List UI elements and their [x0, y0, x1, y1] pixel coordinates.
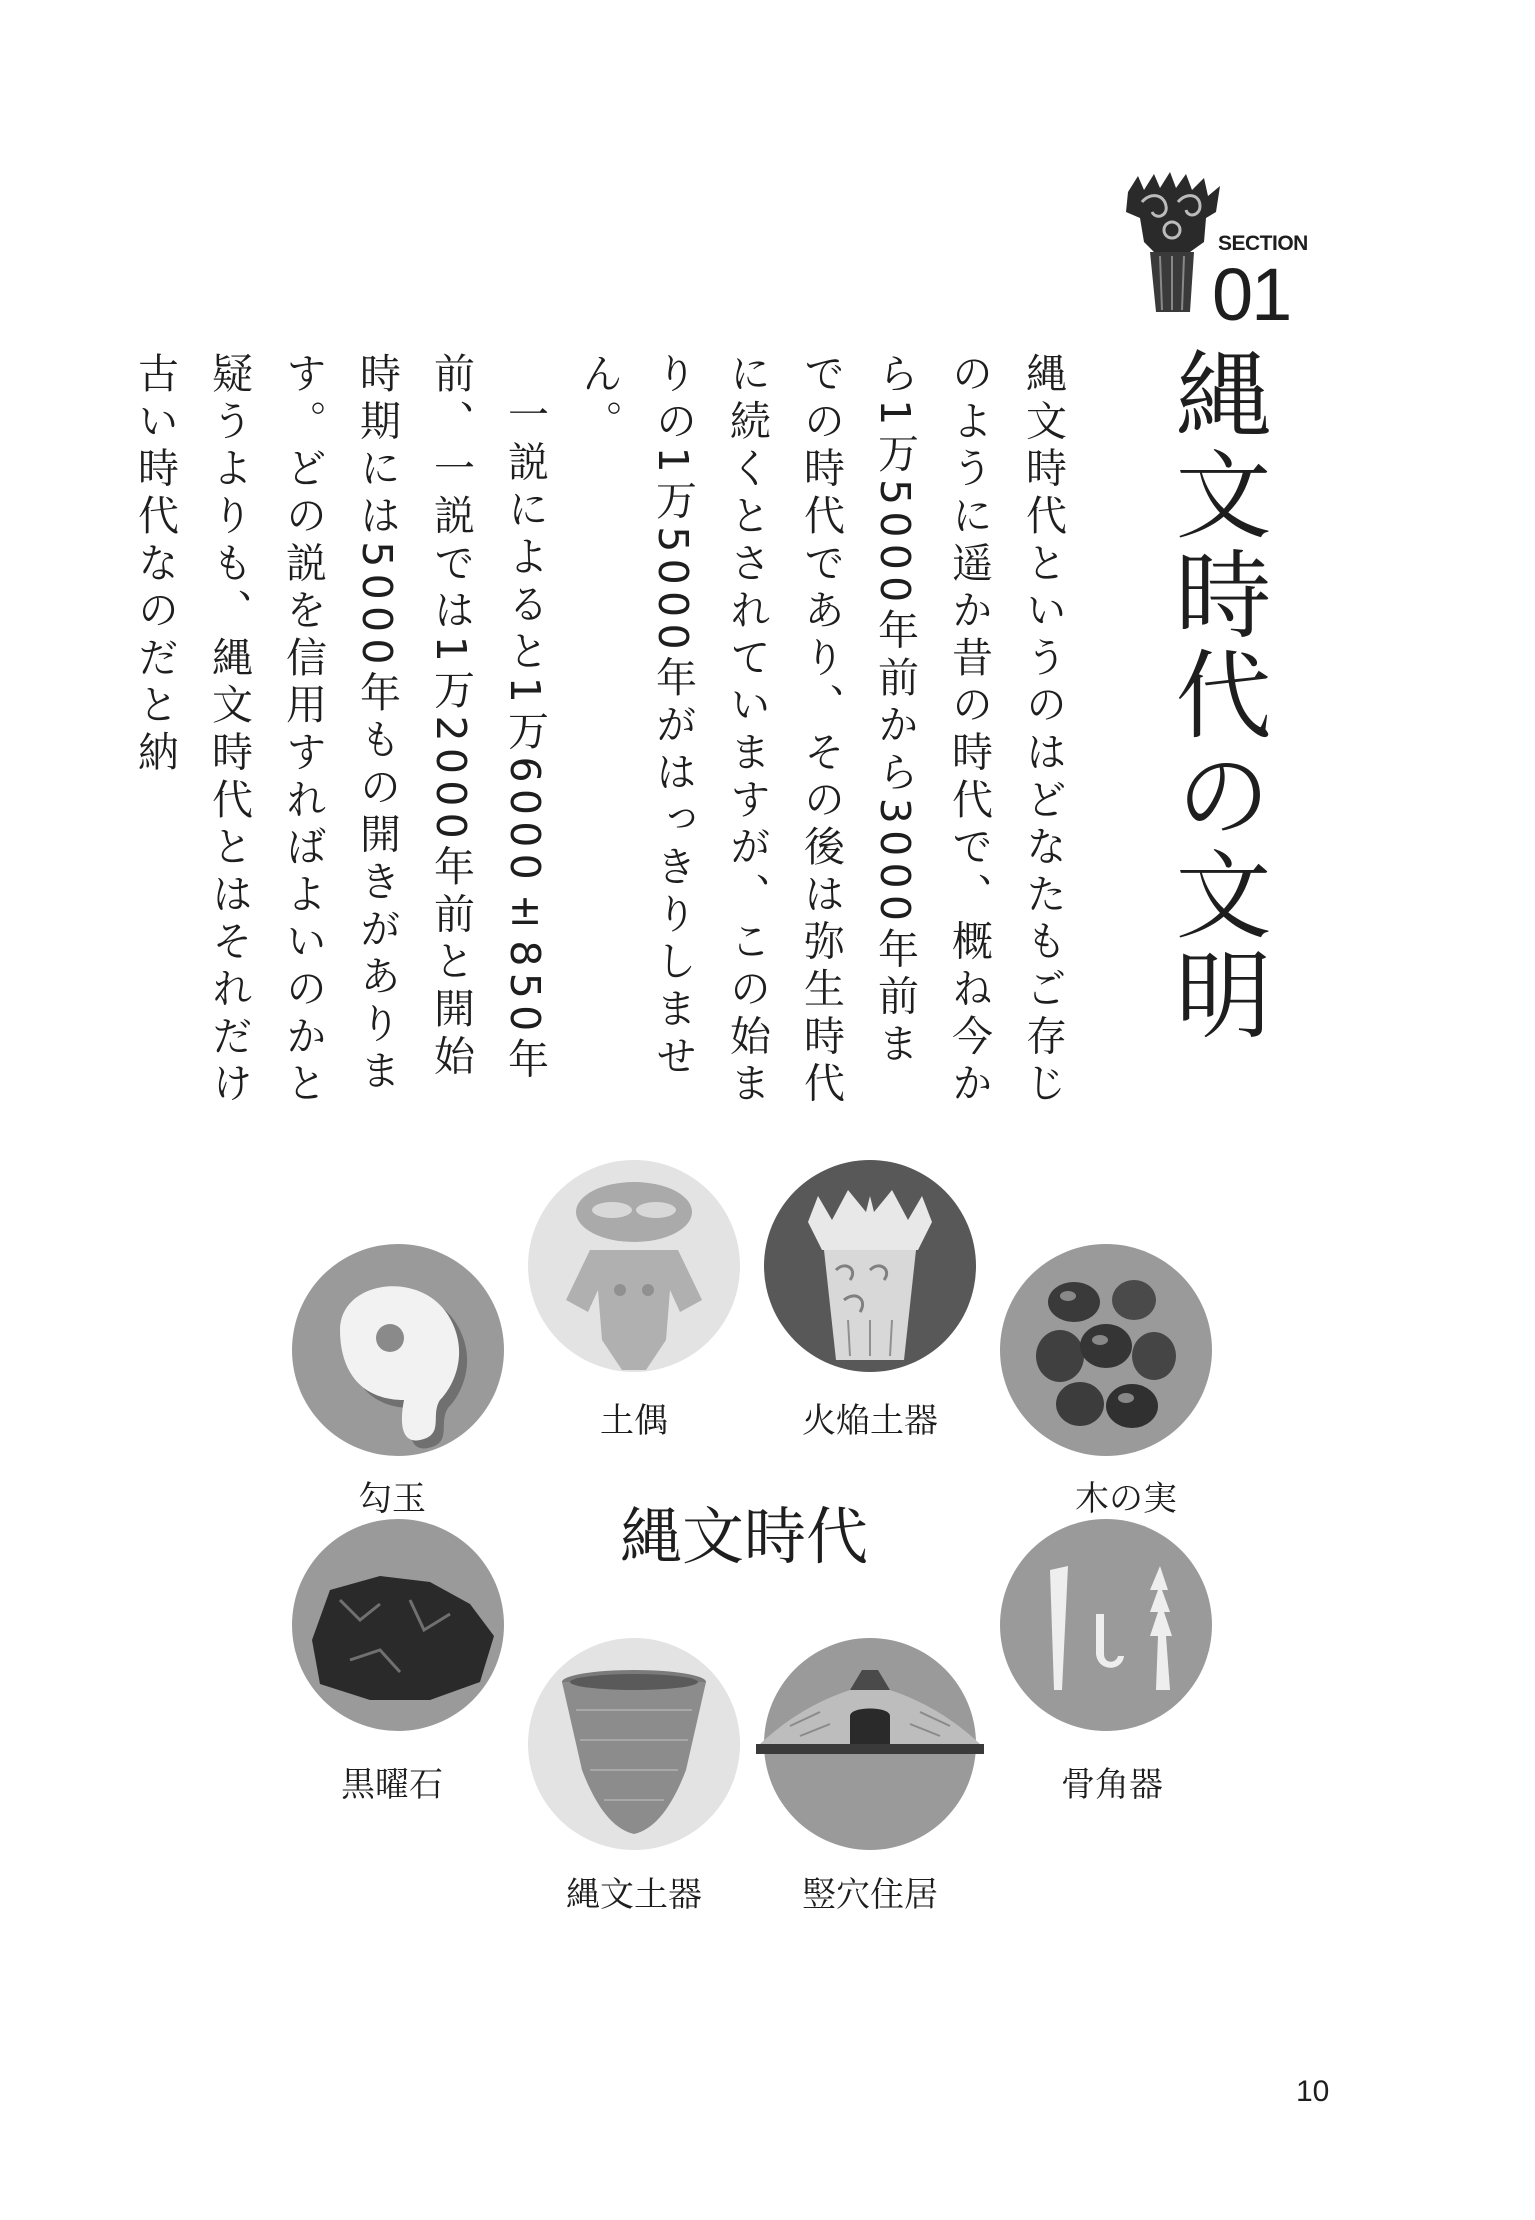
paragraph-1: 縄文時代というのはどなたもご存じのように遥か昔の時代で、概ね今から1万5000年前から3000年前までの時代であり、その後は弥生時代に続くとされていますが、この始まりの1万5000年がはっきりしません。: [575, 352, 1067, 1109]
paragraph-2: 一説によると1万6000±850年前、一説では1万2000年前と開始時期には5000年もの開きがあります。どの説を信用すればよいのかと疑うよりも、縄文時代とはそれだけ古い時代なのだと納: [131, 352, 549, 1109]
jomon-pottery-label: 縄文土器: [566, 1875, 702, 1915]
obsidian-label: 黒曜石: [341, 1765, 443, 1805]
magatama-item: [292, 1244, 504, 1456]
nuts-label: 木の実: [1075, 1479, 1177, 1519]
page-number: 10: [1296, 2075, 1330, 2108]
bone-tools-item: [1000, 1519, 1212, 1731]
dogu-label: 土偶: [600, 1401, 668, 1441]
pit-dwelling-item: [756, 1638, 984, 1850]
jomon-pottery-item: [528, 1638, 740, 1850]
page-title: 縄文時代の文明: [1160, 345, 1272, 1045]
nuts-item: [1000, 1244, 1212, 1456]
pit-dwelling-label: 竪穴住居: [802, 1875, 938, 1915]
bone-tools-label: 骨角器: [1061, 1765, 1163, 1805]
flame-pottery-label: 火焔土器: [802, 1401, 938, 1441]
diagram-center-label: 縄文時代: [619, 1500, 869, 1573]
obsidian-item: [292, 1519, 504, 1731]
section-number: 01: [1212, 253, 1291, 336]
flame-pottery-item: [764, 1160, 976, 1372]
magatama-label: 勾玉: [358, 1479, 426, 1519]
section-label: SECTION: [1218, 232, 1308, 255]
dogu-item: [528, 1160, 740, 1372]
